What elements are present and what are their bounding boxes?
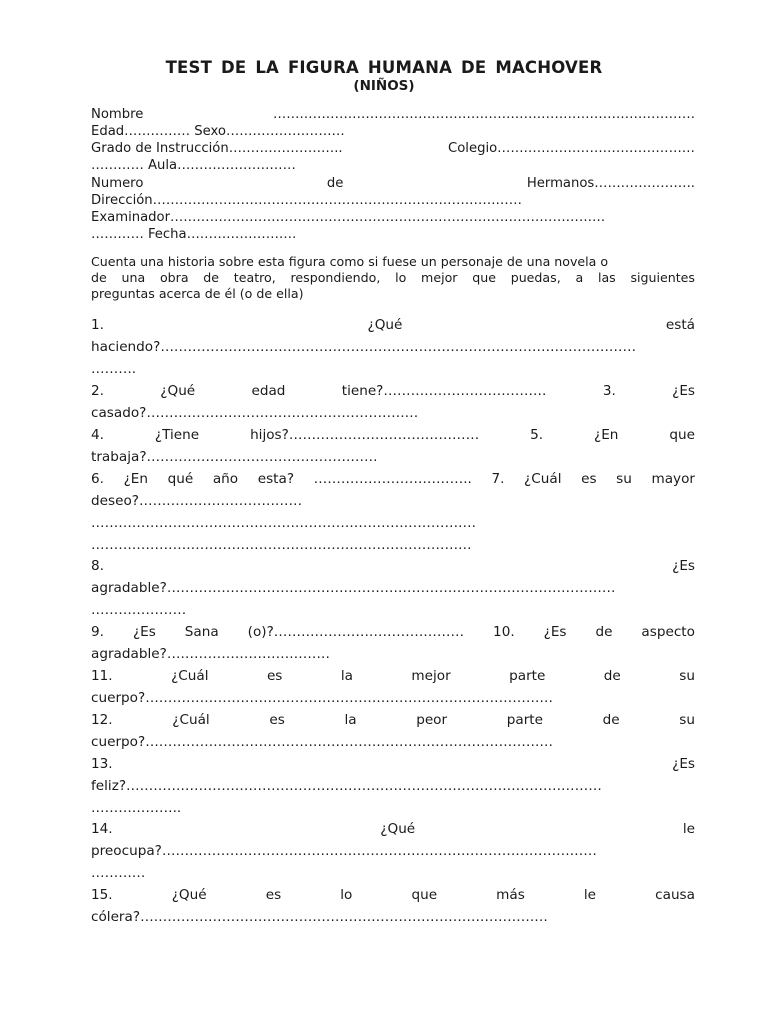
- form-direccion-line[interactable]: Dirección…………………………………………………………………………: [91, 193, 522, 208]
- form-grado-colegio-line: [91, 140, 695, 157]
- q12-word: la: [344, 712, 357, 728]
- q12-word: de: [602, 712, 620, 728]
- q14-answer-line[interactable]: preocupa?……………………………………………………………………………………: [91, 843, 597, 859]
- q2-word: edad: [251, 383, 286, 399]
- q11-word: mejor: [411, 668, 451, 684]
- q12-number: 12.: [91, 712, 113, 728]
- q5-word: que: [669, 427, 695, 443]
- question-11: [91, 667, 695, 685]
- q8-word: ¿Es: [672, 558, 695, 574]
- q11-word: es: [266, 668, 283, 684]
- q10-word: de: [595, 624, 613, 640]
- q4-number: 4.: [91, 427, 104, 443]
- q8-answer-line-2[interactable]: …………………: [91, 602, 187, 618]
- intro-text-1: Cuenta una historia sobre esta figura como si fuese un personaje de una novela o: [91, 254, 609, 269]
- question-1: [91, 316, 695, 334]
- q2-word: ¿Qué: [160, 383, 196, 399]
- q10-number: 10.: [493, 624, 515, 640]
- q12-word: ¿Cuál: [172, 712, 210, 728]
- q15-word: más: [496, 887, 525, 903]
- q11-word: ¿Cuál: [171, 668, 209, 684]
- q12-word: peor: [416, 712, 448, 728]
- q11-answer-line[interactable]: cuerpo?………………………………………………………………………………: [91, 690, 554, 706]
- q2-number: 2.: [91, 383, 104, 399]
- q9-answer[interactable]: (o)?……………………………………: [247, 624, 465, 640]
- q3-word: ¿Es: [672, 383, 695, 399]
- form-edad-sexo-line[interactable]: Edad…………… Sexo………………………: [91, 124, 345, 139]
- q1-word: está: [665, 317, 695, 333]
- question-8: [91, 557, 695, 575]
- intro-line-1: [91, 254, 695, 270]
- q5-word: ¿En: [594, 427, 619, 443]
- q3-answer-line[interactable]: casado?……………………………………………………: [91, 405, 419, 421]
- numero-label: Numero: [91, 176, 144, 191]
- q15-answer-line[interactable]: cólera?………………………………………………………………………………: [91, 909, 548, 925]
- q11-word: de: [603, 668, 621, 684]
- intro-line-3: preguntas acerca de él (o de ella): [91, 286, 304, 301]
- q15-word: ¿Qué: [171, 887, 207, 903]
- q3-number: 3.: [602, 383, 616, 399]
- q1-number: 1.: [91, 317, 104, 333]
- form-fecha-line[interactable]: ………… Fecha…………………….: [91, 227, 297, 242]
- q8-number: 8.: [91, 558, 104, 574]
- q2-answer[interactable]: tiene?………………………………: [341, 383, 547, 399]
- nombre-label: Nombre: [91, 107, 144, 122]
- form-nombre-line: [91, 106, 695, 123]
- q12-answer-line[interactable]: cuerpo?………………………………………………………………………………: [91, 734, 554, 750]
- q5-answer-line[interactable]: trabaja?……………………………………………: [91, 449, 378, 465]
- q9-word: ¿Es: [132, 624, 156, 640]
- question-12: [91, 711, 695, 729]
- q12-word: es: [269, 712, 285, 728]
- numero-de-label: de: [326, 176, 344, 191]
- intro-line-2: de una obra de teatro, respondiendo, lo mejor que puedas, a las siguientes: [91, 270, 695, 285]
- question-9-10: [91, 623, 695, 641]
- q15-word: causa: [655, 887, 695, 903]
- q11-word: parte: [509, 668, 546, 684]
- q14-word: ¿Qué: [380, 821, 416, 837]
- q1-word: ¿Qué: [367, 317, 403, 333]
- q13-number: 13.: [91, 756, 113, 772]
- q7-answer-line[interactable]: deseo?………………………………: [91, 493, 303, 509]
- question-13: [91, 755, 695, 773]
- form-hermanos-line: [91, 175, 695, 192]
- q15-word: que: [411, 887, 438, 903]
- q10-word: aspecto: [641, 624, 695, 640]
- q14-number: 14.: [91, 821, 113, 837]
- q12-word: su: [679, 712, 695, 728]
- q7-answer-line-3[interactable]: …………………………………………………………………………: [91, 537, 472, 553]
- q10-word: ¿Es: [543, 624, 567, 640]
- question-14: [91, 820, 695, 838]
- q11-word: su: [679, 668, 695, 684]
- q13-answer-line-2[interactable]: ………………..: [91, 800, 182, 816]
- q8-answer-line[interactable]: agradable?………………………………………………………………………………………: [91, 580, 616, 596]
- q1-answer-line-2[interactable]: ……….: [91, 361, 137, 377]
- q5-number: 5.: [530, 427, 544, 443]
- q1-answer-line[interactable]: haciendo?……………………………………………………………………………………………: [91, 339, 637, 355]
- q13-answer-line[interactable]: feliz?……………………………………………………………………………………………: [91, 778, 602, 794]
- q4-word: ¿Tiene: [154, 427, 200, 443]
- q13-word: ¿Es: [672, 756, 695, 772]
- q9-number: 9.: [91, 624, 104, 640]
- q15-word: le: [583, 887, 597, 903]
- question-15: [91, 886, 695, 904]
- q14-word: le: [682, 821, 695, 837]
- q12-word: parte: [506, 712, 543, 728]
- document-subtitle: (NIÑOS): [353, 78, 415, 94]
- q7-answer-line-2[interactable]: ………………………………………………………………………….: [91, 515, 476, 531]
- q11-number: 11.: [91, 668, 113, 684]
- hermanos-field[interactable]: Hermanos…………………..: [526, 176, 695, 191]
- q9-word: Sana: [184, 624, 219, 640]
- question-2-3: [91, 382, 695, 400]
- question-6-7: 6. ¿En qué año esta? …………………………….. 7. ¿Cuál es su mayor: [91, 471, 695, 487]
- question-4-5: [91, 426, 695, 444]
- q15-word: es: [265, 887, 282, 903]
- q15-number: 15.: [91, 887, 113, 903]
- q11-word: la: [340, 668, 353, 684]
- q15-word: lo: [340, 887, 353, 903]
- q10-answer-line[interactable]: agradable?………………………………: [91, 646, 330, 662]
- q14-answer-line-2[interactable]: …………: [91, 865, 146, 881]
- nombre-field[interactable]: ……………………………………………………………………………………: [273, 107, 695, 122]
- q4-answer[interactable]: hijos?……………………………………: [250, 427, 480, 443]
- document-title: TEST DE LA FIGURA HUMANA DE MACHOVER: [165, 58, 603, 77]
- grado-field[interactable]: Grado de Instrucción……………………..: [91, 141, 343, 156]
- colegio-field[interactable]: Colegio………………………………………: [448, 141, 695, 156]
- form-examinador-line[interactable]: Examinador………………………………………………………………………………………: [91, 210, 606, 225]
- form-aula-line[interactable]: ………… Aula………………………: [91, 158, 296, 173]
